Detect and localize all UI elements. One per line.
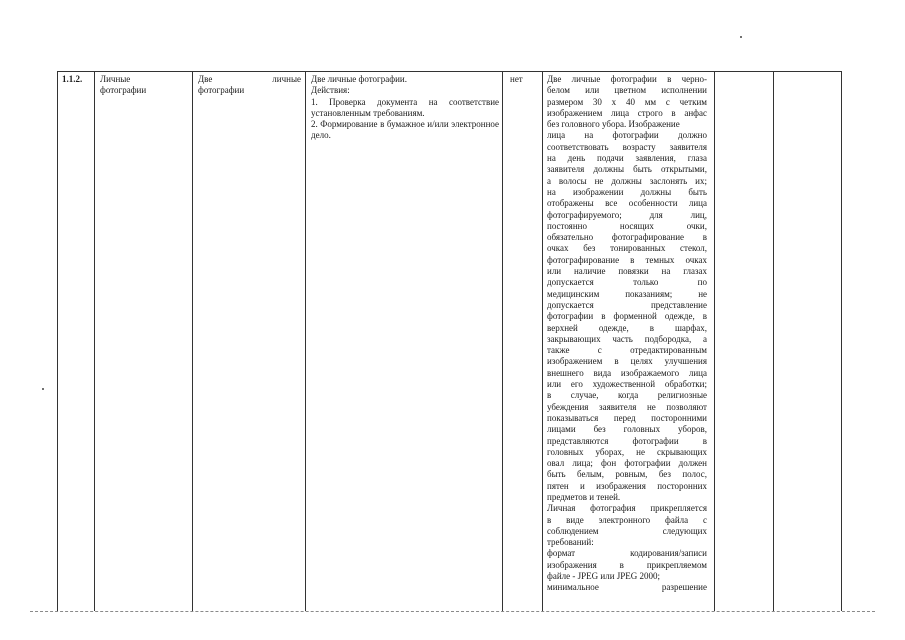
table-border-left bbox=[57, 71, 58, 611]
requirements-line: в случае, когда религиозные bbox=[547, 390, 707, 401]
requirements-line: медицинским показаниям; не bbox=[547, 288, 707, 299]
requirements-line: фотографии в форменной одежде, в bbox=[547, 311, 707, 322]
requirements-line: также с отредактированным bbox=[547, 345, 707, 356]
action-item-1: 1. Проверка документа на соответствие установленным требованиям. bbox=[311, 96, 499, 118]
requirements-line: или его художественной обработки; bbox=[547, 379, 707, 390]
requirements-line: соответствовать возрасту заявителя bbox=[547, 141, 707, 152]
requirements-line: размером 30 х 40 мм с четким bbox=[547, 96, 707, 107]
col-divider-4 bbox=[502, 71, 503, 611]
requirements-line: допускается только по bbox=[547, 277, 707, 288]
requirements-line: овал лица; фон фотографии должен bbox=[547, 458, 707, 469]
requirements-line: фотографируемого; для лиц, bbox=[547, 209, 707, 220]
document-title bbox=[198, 74, 301, 97]
requirements-line: изображения в прикрепляемом bbox=[547, 559, 707, 570]
requirements-line: лицами без головных уборов, bbox=[547, 424, 707, 435]
requirements-line: в виде электронного файла с bbox=[547, 514, 707, 525]
col-divider-1 bbox=[94, 71, 95, 611]
page-bottom-edge bbox=[30, 611, 875, 612]
document-title-word-1: Две bbox=[198, 74, 213, 84]
requirements-line: отображены все особенности лица bbox=[547, 198, 707, 209]
requirements-line: постоянно носящих очки, bbox=[547, 220, 707, 231]
requirements-line: соблюдением следующих bbox=[547, 525, 707, 536]
requirements-line: заявителя должны быть открытыми, bbox=[547, 164, 707, 175]
requirements-line: представляются фотографии в bbox=[547, 435, 707, 446]
col-divider-6 bbox=[714, 71, 715, 611]
requirements-line: требований: bbox=[547, 537, 594, 548]
requirements-line: закрывающих часть подбородка, а bbox=[547, 333, 707, 344]
scan-speck bbox=[740, 36, 742, 38]
col-divider-2 bbox=[192, 71, 193, 611]
flag-value: нет bbox=[510, 74, 523, 84]
requirements-line: очках без тонированных стекол, bbox=[547, 243, 707, 254]
requirements-line: верхней одежде, в шарфах, bbox=[547, 322, 707, 333]
document-title-word-2: личные bbox=[272, 74, 301, 84]
actions-cell bbox=[311, 74, 499, 142]
requirements-line: внешнего вида изображаемого лица bbox=[547, 367, 707, 378]
requirements-line: быть белым, ровным, без полос, bbox=[547, 469, 707, 480]
requirements-line: изображением в целях улучшения bbox=[547, 356, 707, 367]
scan-speck bbox=[42, 388, 44, 390]
requirements-line: файле - JPEG или JPEG 2000; bbox=[547, 571, 661, 582]
requirements-line: изображением лица строго в анфас bbox=[547, 107, 707, 118]
requirements-line: фотографирование в темных очках bbox=[547, 254, 707, 265]
requirements-line: Две личные фотографии в черно- bbox=[547, 74, 707, 84]
requirements-line: формат кодирования/записи bbox=[547, 548, 707, 559]
document-title-line-2: фотографии bbox=[198, 85, 245, 96]
col-divider-5 bbox=[542, 71, 543, 611]
col-divider-7 bbox=[773, 71, 774, 611]
requirements-line: лица на фотографии должно bbox=[547, 130, 707, 141]
requirements-line: пятен и изображения посторонних bbox=[547, 480, 707, 491]
requirements-table bbox=[57, 71, 842, 611]
actions-label: Действия: bbox=[311, 85, 350, 96]
document-name: Личные фотографии bbox=[100, 74, 147, 96]
requirements-line: допускается представление bbox=[547, 299, 707, 310]
requirements-line: Личная фотография прикрепляется bbox=[547, 503, 707, 514]
requirements-line: убеждения заявителя не позволяют bbox=[547, 401, 707, 412]
requirements-line: головных уборах, не скрывающих bbox=[547, 446, 707, 457]
requirements-line: без головного убора. Изображение bbox=[547, 119, 680, 130]
requirements-line: показываться перед посторонними bbox=[547, 412, 707, 423]
requirements-line: белом или цветном исполнении bbox=[547, 85, 707, 96]
action-item-2: 2. Формирование в бумажное и/или электронное дело. bbox=[311, 119, 499, 141]
requirements-line: а волосы не должны заслонять их; bbox=[547, 175, 707, 186]
requirements-line: на изображении должны быть bbox=[547, 186, 707, 197]
photo-requirements bbox=[547, 74, 707, 594]
row-number: 1.1.2. bbox=[62, 74, 83, 84]
actions-title: Две личные фотографии. bbox=[311, 74, 407, 84]
row-top-border bbox=[57, 71, 842, 72]
requirements-line: или наличие повязки на глазах bbox=[547, 266, 707, 277]
requirements-line: на день подачи заявления, глаза bbox=[547, 153, 707, 164]
table-border-right bbox=[841, 71, 842, 611]
requirements-line: обязательно фотографирование в bbox=[547, 232, 707, 243]
requirements-line: предметов и теней. bbox=[547, 491, 621, 502]
col-divider-3 bbox=[305, 71, 306, 611]
requirements-line: минимальное разрешение bbox=[547, 582, 707, 593]
